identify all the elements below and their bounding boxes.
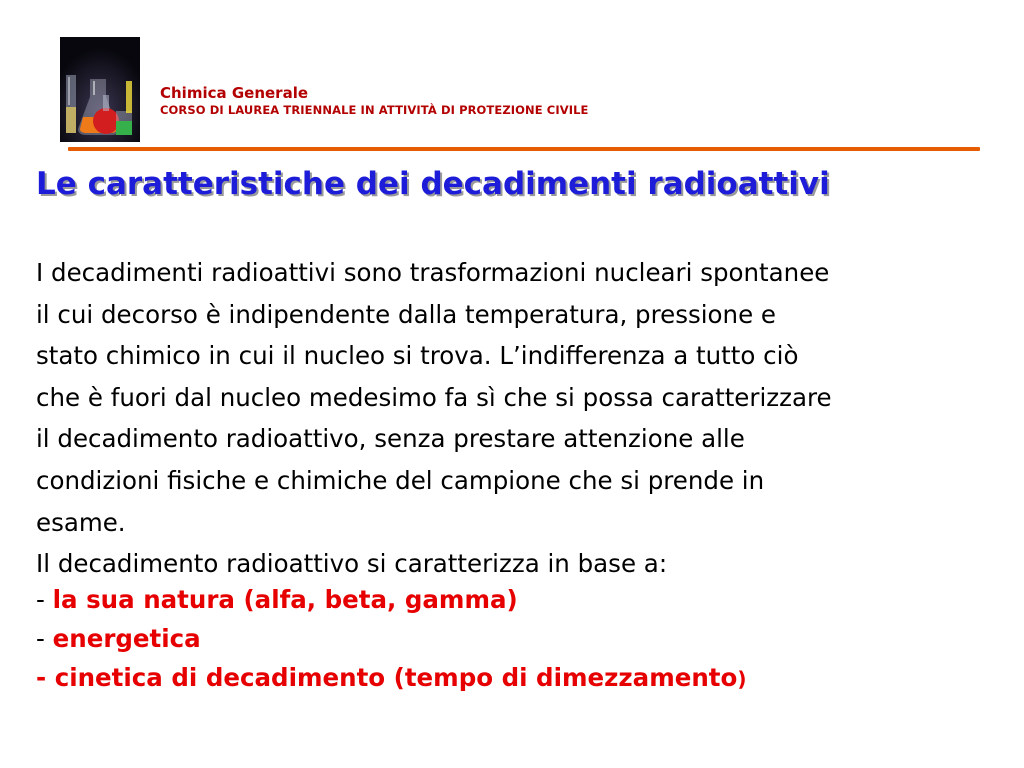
list-dash: - bbox=[36, 624, 53, 653]
paragraph-line: I decadimenti radioattivi sono trasformazioni nucleari spontanee bbox=[36, 258, 830, 287]
chemistry-glassware-icon bbox=[60, 37, 140, 142]
slide-title: Le caratteristiche dei decadimenti radioattivi bbox=[36, 166, 830, 202]
paragraph-line: Il decadimento radioattivo si caratterizza in base a: bbox=[36, 549, 668, 579]
criteria-text: - cinetica di decadimento (tempo di dimezzamento bbox=[36, 663, 738, 692]
paragraph-line: il cui decorso è indipendente dalla temperatura, pressione e bbox=[36, 299, 777, 329]
criteria-text: energetica bbox=[52, 624, 201, 653]
list-dash: - bbox=[36, 585, 53, 614]
criteria-closing-paren: ) bbox=[737, 667, 747, 691]
slide-paragraph bbox=[36, 252, 1016, 585]
paragraph-line: stato chimico in cui il nucleo si trova. L’indifferenza a tutto ciò bbox=[36, 341, 799, 371]
paragraph-line: esame. bbox=[36, 507, 126, 537]
paragraph-line: il decadimento radioattivo, senza prestare attenzione alle bbox=[36, 424, 745, 454]
course-subtitle: CORSO DI LAUREA TRIENNALE IN ATTIVITÀ DI PROTEZIONE CIVILE bbox=[160, 103, 589, 117]
criteria-item-kinetics bbox=[36, 658, 746, 699]
criteria-item-nature bbox=[36, 580, 746, 619]
criteria-item-energy bbox=[36, 619, 746, 658]
course-header bbox=[160, 84, 589, 118]
paragraph-line: condizioni fisiche e chimiche del campione che si prende in bbox=[36, 465, 765, 495]
header-divider bbox=[68, 147, 980, 151]
criteria-list bbox=[36, 580, 746, 699]
criteria-text: la sua natura (alfa, beta, gamma) bbox=[52, 585, 518, 614]
course-title: Chimica Generale bbox=[160, 84, 309, 102]
paragraph-line: che è fuori dal nucleo medesimo fa sì che si possa caratterizzare bbox=[36, 382, 832, 412]
